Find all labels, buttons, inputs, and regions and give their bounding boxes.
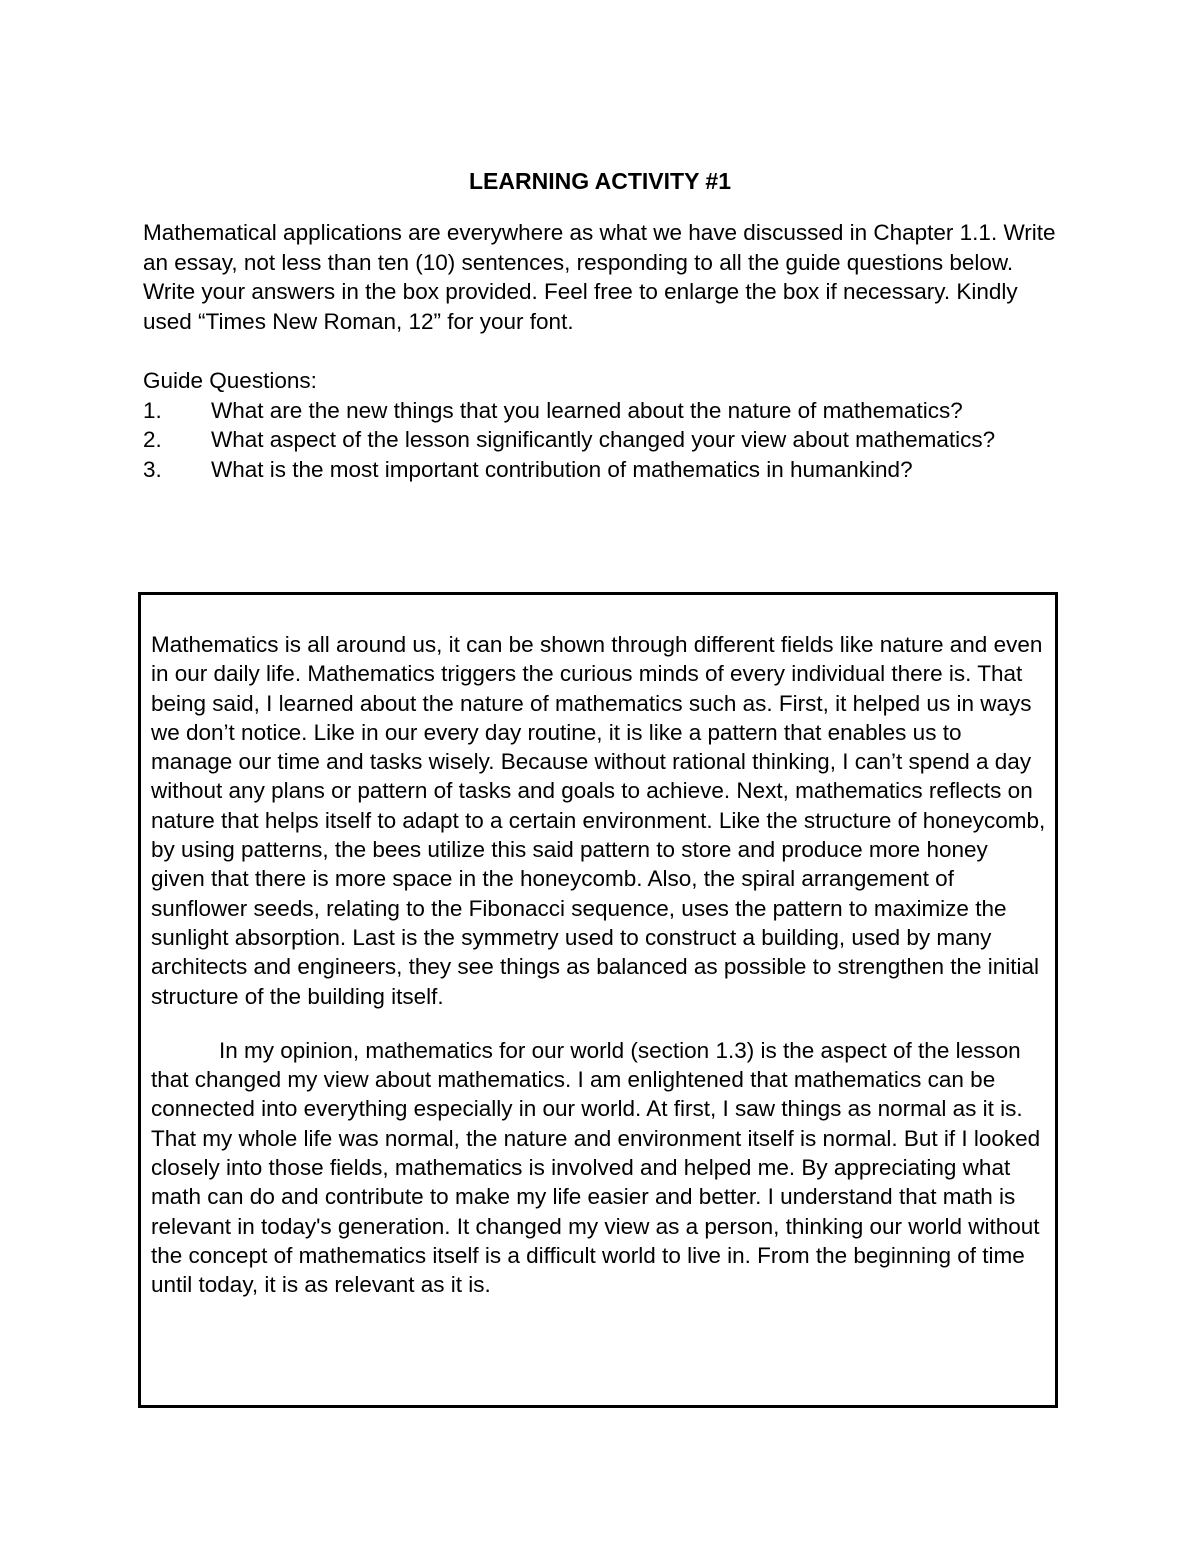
question-text: What is the most important contribution of mathematics in humankind? <box>211 456 913 482</box>
answer-paragraph-2: In my opinion, mathematics for our world (section 1.3) is the aspect of the lesson that changed my view about mathematics. I am enlightened that mathematics can be connected into everything especially in our world. At first, I saw things as normal as it is. That my whole life was normal, the nature and environment itself is normal. But if I looked closely into those fields, mathematics is involved and helped me. By appreciating what math can do and contribute to make my life easier and better. I understand that math is relevant in today's generation. It changed my view as a person, thinking our world without the concept of mathematics itself is a difficult world to live in. From the beginning of time until today, it is as relevant as it is. <box>151 1037 1041 1298</box>
question-number: 2. <box>143 427 162 452</box>
question-number: 1. <box>143 397 162 423</box>
answer-box[interactable] <box>138 592 1058 1408</box>
guide-questions-list <box>143 396 1063 485</box>
question-text: What aspect of the lesson significantly changed your view about mathematics? <box>211 427 996 452</box>
guide-question-1 <box>143 396 1063 426</box>
guide-question-2 <box>143 425 1063 455</box>
answer-paragraph-1: Mathematics is all around us, it can be shown through different fields like nature and even in our daily life. Mathematics triggers the curious minds of every individual there is. That being said, I learned about the nature of mathematics such as. First, it helped us in ways we don’t notice. Like in our every day routine, it is like a pattern that enables us to manage our time and tasks wisely. Because without rational thinking, I can’t spend a day without any plans or pattern of tasks and goals to achieve. Next, mathematics reflects on nature that helps itself to adapt to a certain environment. Like the structure of honeycomb, by using patterns, the bees utilize this said pattern to store and produce more honey given that there is more space in the honeycomb. Also, the spiral arrangement of sunflower seeds, relating to the Fibonacci sequence, uses the pattern to maximize the sunlight absorption. Last is the symmetry used to construct a building, used by many architects and engineers, they see things as balanced as possible to strengthen the initial structure of the building itself. <box>151 632 1046 1009</box>
instructions-paragraph: Mathematical applications are everywhere as what we have discussed in Chapter 1.1. Write an essay, not less than ten (10) sentences, responding to all the guide questions below. Write your answers in the box provided. Feel free to enlarge the box if necessary. Kindly used “Times New Roman, 12” for your font. <box>143 220 1056 334</box>
answer-essay <box>151 630 1046 1300</box>
guide-question-3 <box>143 455 1063 485</box>
question-number: 3. <box>143 456 162 482</box>
page-title: LEARNING ACTIVITY #1 <box>469 168 731 194</box>
guide-questions-label: Guide Questions: <box>143 368 317 393</box>
question-text: What are the new things that you learned about the nature of mathematics? <box>211 397 963 423</box>
guide-questions <box>143 366 1063 484</box>
